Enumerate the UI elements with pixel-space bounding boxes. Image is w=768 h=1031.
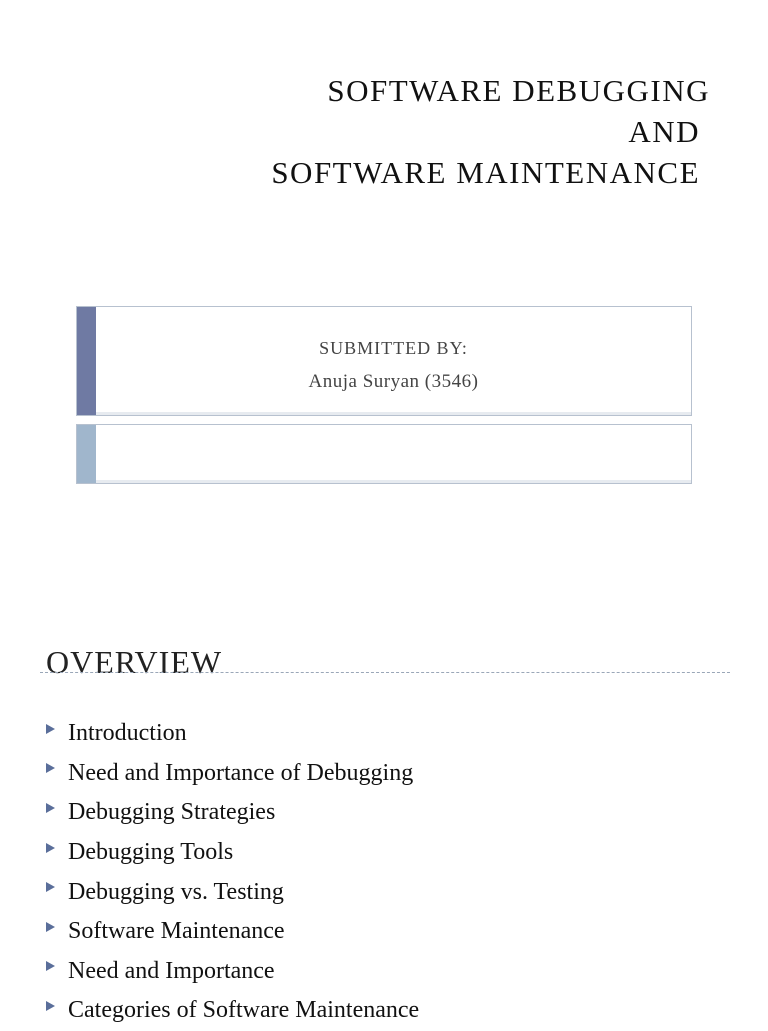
list-item: [46, 754, 419, 794]
arrow-bullet-icon: [46, 961, 55, 971]
list-item: [46, 952, 419, 992]
title-line: SOFTWARE MAINTENANCE: [271, 155, 700, 190]
overview-slide: [0, 600, 768, 1024]
list-item-label: Need and Importance of Debugging: [68, 759, 414, 786]
accent-bar: [77, 307, 96, 415]
list-item: [46, 991, 419, 1031]
empty-subtitle-box: [76, 424, 692, 484]
list-item-label: Introduction: [68, 720, 187, 747]
title-line: AND: [628, 114, 700, 149]
accent-bar: [77, 425, 96, 483]
arrow-bullet-icon: [46, 843, 55, 853]
slide-title: [271, 70, 710, 193]
overview-list: [46, 714, 419, 1031]
list-item: [46, 793, 419, 833]
list-item: [46, 912, 419, 952]
overview-heading: OVERVIEW: [46, 644, 223, 680]
arrow-bullet-icon: [46, 803, 55, 813]
submitted-by-box: [76, 306, 692, 416]
heading-divider: [40, 672, 730, 673]
list-item: [46, 833, 419, 873]
list-item: [46, 714, 419, 754]
arrow-bullet-icon: [46, 922, 55, 932]
submitted-by-text: [96, 331, 691, 399]
list-item-label: Need and Importance: [68, 957, 275, 984]
title-line: SOFTWARE DEBUGGING: [327, 73, 710, 108]
list-item: [46, 872, 419, 912]
arrow-bullet-icon: [46, 724, 55, 734]
list-item-label: Debugging Strategies: [68, 799, 276, 826]
arrow-bullet-icon: [46, 1001, 55, 1011]
arrow-bullet-icon: [46, 882, 55, 892]
submitted-by-label: SUBMITTED BY:: [319, 338, 468, 358]
list-item-label: Software Maintenance: [68, 918, 285, 945]
list-item-label: Categories of Software Maintenance: [68, 997, 420, 1024]
list-item-label: Debugging vs. Testing: [68, 878, 284, 905]
list-item-label: Debugging Tools: [68, 839, 234, 866]
author-name: Anuja Suryan (3546): [308, 371, 479, 392]
arrow-bullet-icon: [46, 763, 55, 773]
